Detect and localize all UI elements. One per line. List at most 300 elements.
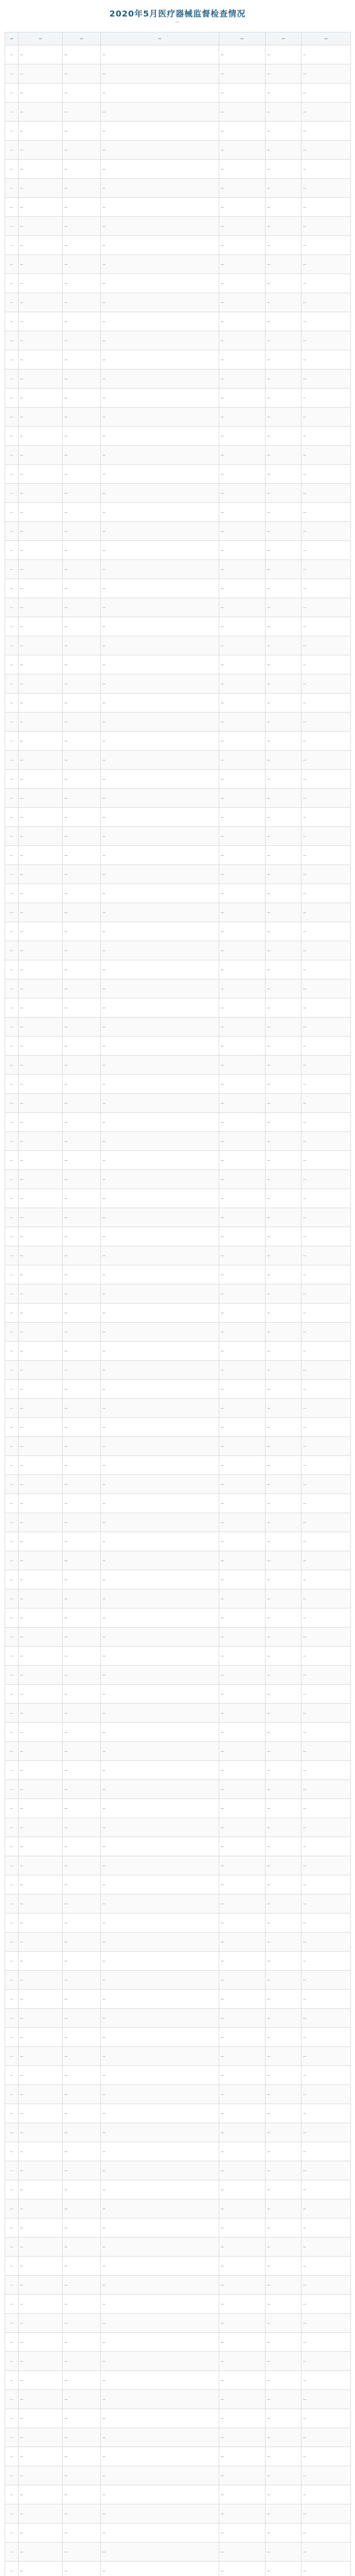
table-cell: — — [5, 1875, 19, 1894]
table-row — [5, 274, 351, 293]
table-cell: — — [219, 331, 265, 350]
table-cell: — — [63, 1151, 101, 1170]
table-cell: — — [301, 1189, 351, 1208]
table-cell: — — [265, 770, 301, 789]
table-cell: — — [101, 160, 219, 179]
table-row — [5, 2543, 351, 2562]
col-header: — — [219, 32, 265, 45]
table-row — [5, 2066, 351, 2085]
table-cell: — — [19, 1018, 63, 1037]
table-cell: — — [101, 484, 219, 503]
table-row — [5, 2485, 351, 2504]
table-cell: — — [265, 541, 301, 560]
table-cell: — — [5, 808, 19, 827]
table-cell: — — [19, 2390, 63, 2409]
table-cell: — — [301, 2180, 351, 2199]
table-cell: — — [219, 1170, 265, 1189]
table-cell: — — [219, 1437, 265, 1456]
table-cell: — — [301, 1113, 351, 1132]
table-cell: — — [265, 274, 301, 293]
table-cell: — — [5, 2543, 19, 2562]
table-cell: — — [19, 1570, 63, 1589]
table-cell: — — [265, 1856, 301, 1875]
table-cell: — — [19, 64, 63, 83]
table-row — [5, 674, 351, 693]
table-cell: — — [101, 1742, 219, 1761]
table-cell: — — [5, 198, 19, 217]
table-row — [5, 1570, 351, 1589]
table-cell: — — [101, 2295, 219, 2314]
table-cell: — — [19, 541, 63, 560]
table-cell: — — [219, 1532, 265, 1551]
table-cell: — — [219, 1551, 265, 1570]
table-cell: — — [101, 1875, 219, 1894]
table-cell: — — [5, 122, 19, 141]
table-cell: — — [219, 1837, 265, 1856]
table-cell: — — [265, 1456, 301, 1475]
table-cell: — — [219, 2371, 265, 2390]
table-cell: — — [63, 2543, 101, 2562]
table-row — [5, 770, 351, 789]
table-cell: — — [101, 1094, 219, 1113]
table-cell: — — [219, 2543, 265, 2562]
table-cell: — — [265, 1570, 301, 1589]
table-row — [5, 2409, 351, 2428]
table-cell: — — [219, 789, 265, 808]
table-cell: — — [101, 2257, 219, 2276]
table-cell: — — [265, 2562, 301, 2576]
table-row — [5, 1323, 351, 1342]
table-cell: — — [101, 998, 219, 1018]
table-cell: — — [5, 1208, 19, 1227]
table-cell: — — [5, 2333, 19, 2352]
table-row — [5, 1208, 351, 1227]
table-cell: — — [63, 255, 101, 274]
table-cell: — — [19, 1456, 63, 1475]
table-cell: — — [265, 1532, 301, 1551]
table-cell: — — [301, 1952, 351, 1971]
table-cell: — — [219, 846, 265, 865]
table-cell: — — [19, 2104, 63, 2123]
table-cell: — — [5, 1284, 19, 1303]
table-cell: — — [5, 1856, 19, 1875]
table-cell: — — [19, 160, 63, 179]
table-cell: — — [19, 350, 63, 369]
table-cell: — — [101, 2028, 219, 2047]
table-row — [5, 1475, 351, 1494]
table-cell: — — [219, 655, 265, 674]
table-cell: — — [101, 198, 219, 217]
table-cell: — — [301, 1323, 351, 1342]
table-cell: — — [101, 2562, 219, 2576]
table-row — [5, 751, 351, 770]
table-row — [5, 1513, 351, 1532]
table-cell: — — [101, 1018, 219, 1037]
table-cell: — — [101, 1685, 219, 1704]
table-cell: — — [265, 903, 301, 922]
table-cell: — — [219, 1818, 265, 1837]
table-cell: — — [19, 1151, 63, 1170]
table-cell: — — [301, 2218, 351, 2238]
table-cell: — — [219, 160, 265, 179]
table-cell: — — [63, 1361, 101, 1380]
table-cell: — — [101, 427, 219, 446]
table-cell: — — [265, 331, 301, 350]
table-cell: — — [265, 217, 301, 236]
table-cell: — — [101, 503, 219, 522]
table-cell: — — [265, 1075, 301, 1094]
table-cell: — — [101, 408, 219, 427]
table-cell: — — [219, 903, 265, 922]
table-cell: — — [63, 674, 101, 693]
table-cell: — — [219, 2428, 265, 2447]
table-row — [5, 693, 351, 713]
table-cell: — — [5, 560, 19, 579]
table-cell: — — [19, 827, 63, 846]
table-cell: — — [219, 2562, 265, 2576]
table-cell: — — [219, 2276, 265, 2295]
table-cell: — — [265, 560, 301, 579]
table-cell: — — [5, 465, 19, 484]
table-cell: — — [5, 45, 19, 64]
table-cell: — — [5, 2314, 19, 2333]
table-row — [5, 1494, 351, 1513]
table-cell: — — [101, 1132, 219, 1151]
table-cell: — — [5, 236, 19, 255]
table-cell: — — [5, 865, 19, 884]
table-row — [5, 2085, 351, 2104]
table-cell: — — [63, 903, 101, 922]
table-cell: — — [63, 2504, 101, 2523]
table-cell: — — [63, 560, 101, 579]
table-cell: — — [5, 503, 19, 522]
table-cell: — — [101, 674, 219, 693]
table-cell: — — [301, 2333, 351, 2352]
table-cell: — — [19, 1666, 63, 1685]
table-cell: — — [301, 560, 351, 579]
table-cell: — — [301, 2485, 351, 2504]
table-cell: — — [101, 808, 219, 827]
table-cell: — — [101, 446, 219, 465]
table-cell: — — [265, 2352, 301, 2371]
table-cell: — — [63, 1685, 101, 1704]
table-cell: — — [19, 83, 63, 103]
table-cell: — — [101, 1399, 219, 1418]
table-cell: — — [301, 2123, 351, 2142]
table-cell: — — [5, 827, 19, 846]
table-cell: — — [265, 1018, 301, 1037]
table-cell: — — [19, 1037, 63, 1056]
table-row — [5, 293, 351, 312]
table-cell: — — [63, 2485, 101, 2504]
table-cell: — — [101, 941, 219, 960]
table-cell: — — [63, 1952, 101, 1971]
table-cell: — — [5, 1628, 19, 1647]
table-cell: — — [301, 1990, 351, 2009]
table-row — [5, 1589, 351, 1608]
table-cell: — — [19, 2028, 63, 2047]
table-cell: — — [101, 1475, 219, 1494]
table-cell: — — [301, 2523, 351, 2543]
table-cell: — — [101, 2390, 219, 2409]
table-cell: — — [219, 1323, 265, 1342]
table-row — [5, 1037, 351, 1056]
table-row — [5, 979, 351, 998]
table-cell: — — [265, 1933, 301, 1952]
table-cell: — — [5, 1513, 19, 1532]
table-cell: — — [19, 2142, 63, 2161]
table-cell: — — [63, 1284, 101, 1303]
table-cell: — — [63, 1704, 101, 1723]
table-cell: — — [219, 1227, 265, 1246]
table-cell: — — [63, 388, 101, 408]
table-cell: — — [219, 1037, 265, 1056]
table-cell: — — [19, 1875, 63, 1894]
table-cell: — — [301, 312, 351, 331]
table-cell: — — [219, 1990, 265, 2009]
table-cell: — — [219, 484, 265, 503]
table-cell: — — [63, 484, 101, 503]
table-cell: — — [219, 2066, 265, 2085]
table-cell: — — [63, 293, 101, 312]
table-cell: — — [63, 2028, 101, 2047]
table-cell: — — [5, 2047, 19, 2066]
table-cell: — — [63, 274, 101, 293]
table-cell: — — [265, 427, 301, 446]
table-cell: — — [63, 1990, 101, 2009]
table-cell: — — [101, 2066, 219, 2085]
table-cell: — — [19, 865, 63, 884]
table-cell: — — [19, 1628, 63, 1647]
table-cell: — — [5, 103, 19, 122]
table-cell: — — [301, 1075, 351, 1094]
table-cell: — — [301, 884, 351, 903]
table-cell: — — [265, 1246, 301, 1265]
table-cell: — — [19, 503, 63, 522]
table-cell: — — [301, 2466, 351, 2485]
table-cell: — — [301, 2352, 351, 2371]
table-cell: — — [19, 198, 63, 217]
table-cell: — — [301, 503, 351, 522]
table-cell: — — [301, 2295, 351, 2314]
table-cell: — — [219, 2218, 265, 2238]
table-cell: — — [19, 2085, 63, 2104]
table-cell: — — [19, 408, 63, 427]
table-cell: — — [301, 331, 351, 350]
table-row — [5, 1913, 351, 1933]
table-cell: — — [101, 1418, 219, 1437]
table-cell: — — [63, 141, 101, 160]
table-cell: — — [5, 903, 19, 922]
table-cell: — — [219, 1284, 265, 1303]
table-cell: — — [19, 1818, 63, 1837]
table-cell: — — [63, 2066, 101, 2085]
table-row — [5, 1685, 351, 1704]
table-cell: — — [265, 1380, 301, 1399]
table-cell: — — [19, 1551, 63, 1570]
table-cell: — — [219, 2352, 265, 2371]
table-cell: — — [265, 998, 301, 1018]
table-row — [5, 1933, 351, 1952]
table-row — [5, 617, 351, 636]
table-cell: — — [63, 1399, 101, 1418]
table-row — [5, 2199, 351, 2218]
table-cell: — — [101, 2047, 219, 2066]
table-cell: — — [219, 1303, 265, 1323]
table-cell: — — [5, 274, 19, 293]
table-cell: — — [265, 1189, 301, 1208]
table-row — [5, 655, 351, 674]
table-cell: — — [101, 1513, 219, 1532]
table-cell: — — [63, 1437, 101, 1456]
table-cell: — — [219, 1952, 265, 1971]
table-row — [5, 1380, 351, 1399]
table-cell: — — [5, 1456, 19, 1475]
table-cell: — — [101, 388, 219, 408]
table-cell: — — [19, 1094, 63, 1113]
table-row — [5, 408, 351, 427]
table-cell: — — [301, 922, 351, 941]
table-cell: — — [265, 1913, 301, 1933]
table-cell: — — [219, 2028, 265, 2047]
table-cell: — — [219, 2047, 265, 2066]
table-row — [5, 2047, 351, 2066]
table-cell: — — [5, 713, 19, 732]
table-cell: — — [19, 2123, 63, 2142]
table-cell: — — [265, 1799, 301, 1818]
table-cell: — — [101, 1227, 219, 1246]
table-cell: — — [265, 522, 301, 541]
table-cell: — — [301, 1227, 351, 1246]
table-cell: — — [5, 2276, 19, 2295]
table-cell: — — [301, 1513, 351, 1532]
table-cell: — — [5, 1990, 19, 2009]
table-cell: — — [63, 350, 101, 369]
table-row — [5, 331, 351, 350]
table-cell: — — [63, 1608, 101, 1628]
table-cell: — — [63, 2390, 101, 2409]
table-cell: — — [219, 1761, 265, 1780]
table-cell: — — [63, 2466, 101, 2485]
table-cell: — — [63, 998, 101, 1018]
table-cell: — — [301, 636, 351, 655]
table-cell: — — [5, 789, 19, 808]
table-cell: — — [219, 388, 265, 408]
table-cell: — — [19, 2295, 63, 2314]
table-cell: — — [101, 1990, 219, 2009]
table-cell: — — [19, 808, 63, 827]
table-cell: — — [265, 83, 301, 103]
table-cell: — — [5, 2295, 19, 2314]
table-cell: — — [19, 1685, 63, 1704]
table-cell: — — [63, 2009, 101, 2028]
table-cell: — — [301, 45, 351, 64]
table-row — [5, 45, 351, 64]
table-cell: — — [101, 2504, 219, 2523]
table-cell: — — [63, 713, 101, 732]
table-cell: — — [219, 770, 265, 789]
table-row — [5, 1246, 351, 1265]
table-cell: — — [265, 1742, 301, 1761]
table-cell: — — [101, 636, 219, 655]
table-cell: — — [219, 369, 265, 388]
table-cell: — — [19, 2543, 63, 2562]
table-cell: — — [19, 1799, 63, 1818]
table-cell: — — [301, 1437, 351, 1456]
table-cell: — — [101, 1303, 219, 1323]
table-cell: — — [301, 2085, 351, 2104]
table-cell: — — [265, 2199, 301, 2218]
table-cell: — — [219, 255, 265, 274]
table-cell: — — [265, 45, 301, 64]
table-cell: — — [5, 2504, 19, 2523]
table-cell: — — [63, 1227, 101, 1246]
table-row — [5, 198, 351, 217]
table-cell: — — [101, 83, 219, 103]
table-cell: — — [19, 2047, 63, 2066]
table-cell: — — [301, 274, 351, 293]
table-cell: — — [5, 998, 19, 1018]
table-cell: — — [301, 2161, 351, 2180]
table-cell: — — [101, 522, 219, 541]
table-cell: — — [265, 1875, 301, 1894]
table-cell: — — [219, 2199, 265, 2218]
table-cell: — — [101, 1323, 219, 1342]
table-cell: — — [19, 1113, 63, 1132]
table-cell: — — [63, 751, 101, 770]
table-cell: — — [101, 1799, 219, 1818]
table-cell: — — [101, 2180, 219, 2199]
table-cell: — — [101, 2218, 219, 2238]
table-cell: — — [219, 2257, 265, 2276]
table-cell: — — [5, 293, 19, 312]
table-cell: — — [63, 198, 101, 217]
table-cell: — — [301, 1894, 351, 1913]
table-cell: — — [219, 2466, 265, 2485]
table-cell: — — [5, 655, 19, 674]
table-cell: — — [63, 1342, 101, 1361]
table-cell: — — [265, 751, 301, 770]
table-cell: — — [265, 446, 301, 465]
table-cell: — — [219, 1971, 265, 1990]
table-row — [5, 827, 351, 846]
table-cell: — — [301, 2028, 351, 2047]
table-cell: — — [19, 846, 63, 865]
table-cell: — — [101, 960, 219, 979]
table-cell: — — [101, 2352, 219, 2371]
table-cell: — — [5, 1589, 19, 1608]
table-cell: — — [219, 541, 265, 560]
table-cell: — — [101, 1723, 219, 1742]
table-cell: — — [301, 1342, 351, 1361]
table-row — [5, 2257, 351, 2276]
table-cell: — — [63, 64, 101, 83]
table-cell: — — [5, 1818, 19, 1837]
table-cell: — — [301, 255, 351, 274]
table-cell: — — [63, 598, 101, 617]
table-cell: — — [63, 2180, 101, 2199]
table-cell: — — [265, 293, 301, 312]
table-cell: — — [63, 1666, 101, 1685]
table-cell: — — [5, 1666, 19, 1685]
table-cell: — — [63, 1265, 101, 1284]
table-cell: — — [63, 789, 101, 808]
table-cell: — — [63, 636, 101, 655]
table-cell: — — [219, 293, 265, 312]
table-cell: — — [301, 732, 351, 751]
table-cell: — — [219, 1875, 265, 1894]
table-cell: — — [219, 2085, 265, 2104]
